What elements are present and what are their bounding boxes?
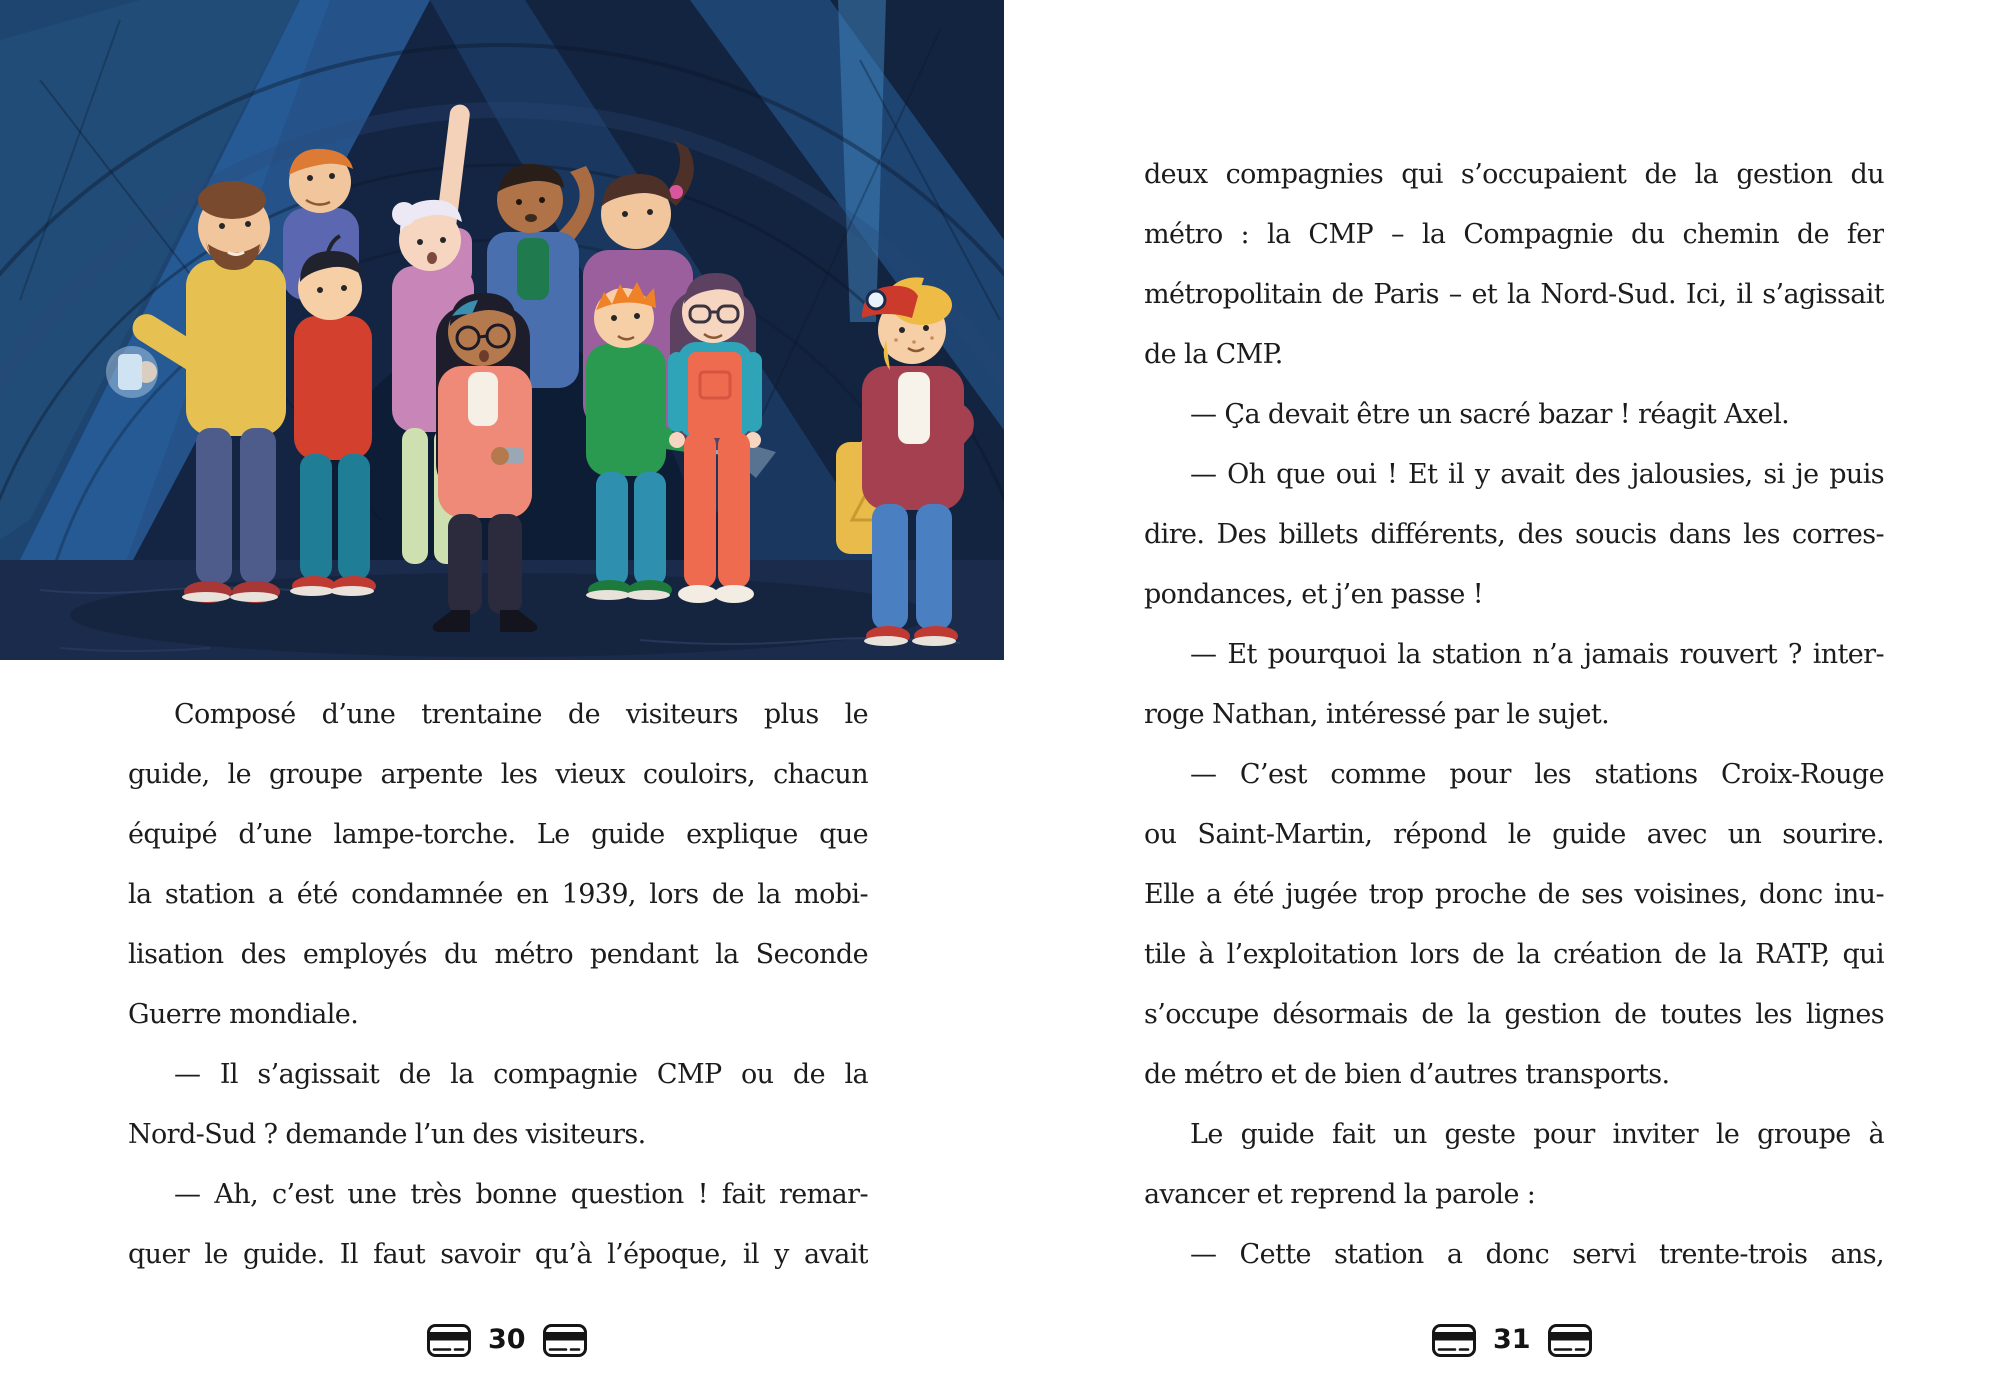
text-line: — Cette station a donc servi trente-trois ans, — [1190, 1239, 1884, 1270]
text-line: — Ah, c’est une très bonne question ! fait remar- — [174, 1179, 868, 1210]
text-line: ou Saint-Martin, répond le guide avec un sourire. — [1144, 819, 1884, 850]
text-line: — C’est comme pour les stations Croix-Rouge — [1190, 759, 1884, 790]
text-line: deux compagnies qui s’occupaient de la gestion du — [1144, 159, 1884, 190]
metro-ticket-icon — [427, 1324, 471, 1357]
text-line: de la CMP. — [1144, 339, 1283, 370]
page-number: 31 — [1493, 1324, 1531, 1355]
text-line: dire. Des billets différents, des soucis dans les corres- — [1144, 519, 1884, 550]
text-line: — Oh que oui ! Et il y avait des jalousies, si je puis — [1190, 459, 1884, 490]
page-number: 30 — [488, 1324, 526, 1355]
text-line: pondances, et j’en passe ! — [1144, 579, 1484, 610]
text-line: la station a été condamnée en 1939, lors de la mobi- — [128, 879, 868, 910]
tunnel-illustration-svg — [0, 0, 1004, 660]
text-line: — Et pourquoi la station n’a jamais rouvert ? inter- — [1190, 639, 1884, 670]
tunnel-illustration — [0, 0, 1004, 660]
text-line: métro : la CMP – la Compagnie du chemin de fer — [1144, 219, 1884, 250]
right-page-footer — [1432, 1322, 1592, 1358]
text-line: avancer et reprend la parole : — [1144, 1179, 1536, 1210]
metro-ticket-icon — [1548, 1324, 1592, 1357]
text-line: Elle a été jugée trop proche de ses voisines, donc inu- — [1144, 879, 1884, 910]
text-line: métropolitain de Paris – et la Nord-Sud. Ici, il s’agissait — [1144, 279, 1884, 310]
text-line: Guerre mondiale. — [128, 999, 359, 1030]
text-line: Le guide fait un geste pour inviter le groupe à — [1190, 1119, 1884, 1150]
text-line: tile à l’exploitation lors de la création de la RATP, qui — [1144, 939, 1884, 970]
text-line: équipé d’une lampe-torche. Le guide explique que — [128, 819, 868, 850]
text-line: quer le guide. Il faut savoir qu’à l’époque, il y avait — [128, 1239, 868, 1270]
left-page-footer — [427, 1322, 587, 1358]
text-line: guide, le groupe arpente les vieux couloirs, chacun — [128, 759, 868, 790]
text-line: s’occupe désormais de la gestion de toutes les lignes — [1144, 999, 1884, 1030]
text-line: — Il s’agissait de la compagnie CMP ou de la — [174, 1059, 868, 1090]
text-line: Nord-Sud ? demande l’un des visiteurs. — [128, 1119, 646, 1150]
metro-ticket-icon — [1432, 1324, 1476, 1357]
text-line: de métro et de bien d’autres transports. — [1144, 1059, 1670, 1090]
text-line: — Ça devait être un sacré bazar ! réagit Axel. — [1190, 399, 1790, 430]
text-line: lisation des employés du métro pendant la Seconde — [128, 939, 868, 970]
text-line: Composé d’une trentaine de visiteurs plus le — [174, 699, 868, 730]
left-page-text — [128, 685, 868, 1285]
metro-ticket-icon — [543, 1324, 587, 1357]
text-line: roge Nathan, intéressé par le sujet. — [1144, 699, 1610, 730]
right-page-text — [1144, 145, 1884, 1285]
